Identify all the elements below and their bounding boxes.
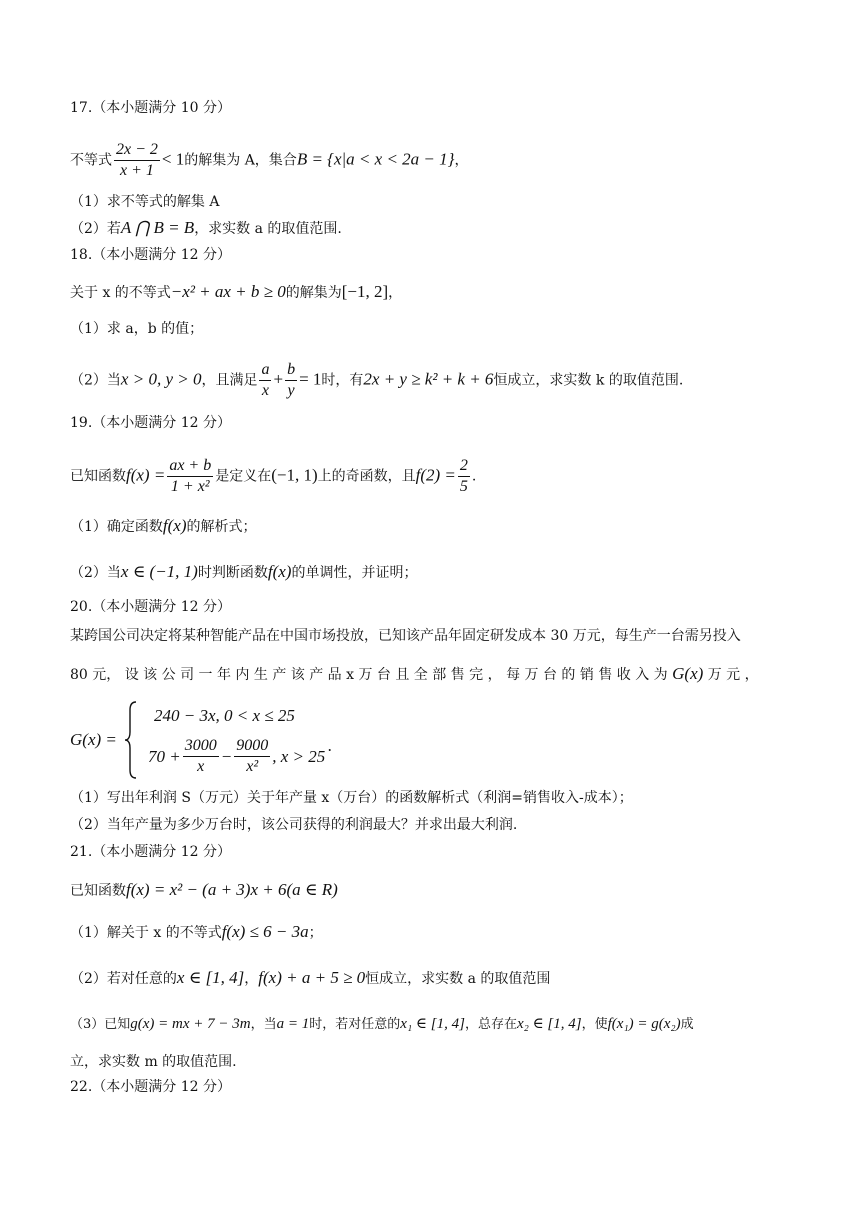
q17-stem — [70, 140, 468, 181]
q18-stem-pre: 关于 x 的不等式 — [70, 285, 171, 301]
q17-stem-pre: 不等式 — [70, 152, 112, 169]
q19-header: 19.（本小题满分 12 分） — [70, 415, 231, 431]
q21-p2-mid: ， — [244, 971, 259, 987]
q17-p2-pre: （2）若 — [70, 221, 121, 237]
q18-p2-mid: ，且满足 — [201, 372, 258, 389]
q21-part1 — [70, 922, 323, 943]
q21-p1-math: f(x) ≤ 6 − 3a — [221, 922, 309, 941]
q18-p2-pre: （2）当 — [70, 372, 121, 389]
q20-header: 20.（本小题满分 12 分） — [70, 599, 231, 615]
q21-part2 — [70, 968, 550, 989]
q20-gx: G(x) = — [70, 730, 117, 749]
q19-fx: f(x) = — [126, 465, 166, 485]
q19-p2-math2: f(x) — [267, 562, 292, 581]
q19-p2-pre: （2）当 — [70, 565, 121, 581]
q17-frac-den: x + 1 — [120, 162, 154, 179]
q18-part1: （1）求 a，b 的值； — [70, 321, 204, 337]
q19-stem — [70, 456, 476, 497]
q21-p1-post: ； — [308, 925, 323, 941]
q17-p2-math: A ⋂ B = B — [120, 218, 195, 237]
q19-domain: (−1, 1) — [271, 465, 318, 485]
q18-f2-num: b — [285, 360, 297, 381]
q17-part1: （1）求不等式的解集 A — [70, 194, 220, 210]
q19-stem-mid: 是定义在 — [215, 468, 272, 485]
q19-f2: f(2) = — [415, 465, 456, 485]
q19-p1-pre: （1）确定函数 — [70, 519, 163, 535]
q21-p3-mid: ，当 — [250, 1017, 277, 1032]
q20-c2f1-num: 3000 — [183, 736, 219, 757]
q19-stem-pre: 已知函数 — [70, 468, 126, 485]
q19-stem-end: . — [471, 468, 477, 485]
q18-stem — [70, 282, 402, 303]
q19-den: 1 + x² — [170, 478, 210, 495]
q21-fx: f(x) = x² − (a + 3)x + 6(a ∈ R) — [126, 880, 338, 899]
q20-left-brace — [124, 700, 138, 780]
q17-stem-mid: < 1 — [161, 149, 185, 169]
q17-frac-num: 2x − 2 — [114, 140, 160, 161]
q18-stem-end: ， — [388, 285, 403, 301]
q17-part2 — [70, 218, 342, 239]
q21-p1-pre: （1）解关于 x 的不等式 — [70, 925, 222, 941]
q20-line2-post: 万 元 ， — [707, 667, 759, 683]
q21-p3-mid3: ，总存在 — [464, 1017, 517, 1032]
q17-stem-end: ， — [454, 152, 469, 169]
q20-part2: （2）当年产量为多少万台时，该公司获得的利润最大？并求出最大利润. — [70, 817, 518, 833]
q21-p2-math: x ∈ [1, 4] — [176, 968, 245, 987]
q20-c2f1-den: x — [197, 758, 205, 775]
q20-period: . — [328, 736, 333, 755]
q21-p3-x1: x₁ ∈ [1, 4] — [400, 1016, 465, 1032]
q21-header: 21.（本小题满分 12 分） — [70, 844, 231, 860]
q19-frac-2-5 — [458, 456, 470, 497]
q21-p2-pre: （2）若对任意的 — [70, 971, 177, 987]
q18-p2-mid2: 时，有 — [321, 372, 364, 389]
q19-f2-num: 2 — [458, 456, 470, 477]
q19-part1 — [70, 516, 257, 537]
q18-stem-mid: 的解集为 — [285, 285, 342, 301]
q18-p2-post: 恒成立，求实数 k 的取值范围. — [493, 372, 684, 389]
q21-p3-a: a = 1 — [276, 1016, 310, 1032]
q20-c2f2-num: 9000 — [234, 736, 270, 757]
q21-p3-g: g(x) = mx + 7 − 3m — [130, 1016, 251, 1032]
q21-stem — [70, 880, 338, 901]
q18-frac-b-y — [285, 360, 297, 401]
q18-interval: [−1, 2] — [341, 282, 389, 301]
q21-p3-eq: f(x₁) = g(x₂) — [607, 1016, 681, 1032]
q21-p2-post: 恒成立，求实数 a 的取值范围 — [365, 971, 551, 987]
q20-frac-9000 — [234, 736, 270, 777]
q20-line2 — [70, 664, 759, 685]
q19-stem-mid2: 上的奇函数，且 — [317, 468, 416, 485]
q20-part1: （1）写出年利润 S（万元）关于年产量 x（万台）的函数解析式（利润=销售收入-成本）； — [70, 790, 633, 806]
q21-part3-line2: 立，求实数 m 的取值范围. — [70, 1054, 237, 1070]
q19-fraction — [167, 456, 213, 497]
q20-piecewise — [70, 700, 490, 780]
q20-line1: 某跨国公司决定将某种智能产品在中国市场投放，已知该产品年固定研发成本 30 万元，每生产一台需另投入 — [70, 628, 741, 644]
q19-part2 — [70, 562, 417, 583]
q20-case2 — [148, 736, 325, 777]
q20-case1: 240 − 3x, 0 < x ≤ 25 — [154, 706, 295, 725]
q22-header: 22.（本小题满分 12 分） — [70, 1079, 231, 1095]
q21-p3-post: 成 — [680, 1017, 694, 1032]
q20-c2f2-den: x² — [246, 758, 259, 775]
q17-set-b: B = {x|a < x < 2a − 1} — [296, 149, 455, 169]
q19-p2-mid: 时判断函数 — [197, 565, 268, 581]
q18-part2 — [70, 360, 683, 401]
q17-stem-post: 的解集为 A，集合 — [184, 152, 297, 169]
q18-p2-ineq: 2x + y ≥ k² + k + 6 — [363, 369, 494, 389]
q20-minus: − — [220, 746, 233, 766]
q19-p1-math: f(x) — [162, 516, 187, 535]
q17-p2-post: ，求实数 a 的取值范围. — [194, 221, 342, 237]
q21-stem-pre: 已知函数 — [70, 883, 126, 899]
q21-p2-math2: f(x) + a + 5 ≥ 0 — [258, 968, 366, 987]
q21-p3-mid4: ，使 — [581, 1017, 608, 1032]
q18-f1-num: a — [259, 360, 271, 381]
q20-line2-math: G(x) — [672, 664, 704, 683]
q19-num: ax + b — [167, 456, 213, 477]
q18-f1-den: x — [261, 382, 270, 399]
q18-ineq: −x² + ax + b ≥ 0 — [170, 282, 286, 301]
q18-plus: + — [273, 369, 284, 389]
q19-p1-post: 的解析式； — [186, 519, 257, 535]
q19-p2-post: 的单调性，并证明； — [291, 565, 418, 581]
q20-frac-3000 — [183, 736, 219, 777]
q20-case2-post: , x > 25 — [272, 746, 326, 766]
q20-line2-pre: 80 元， 设 该 公 司 一 年 内 生 产 该 产 品 x 万 台 且 全 部 售 完 ， 每 万 台 的 销 售 收 入 为 — [70, 667, 668, 683]
q20-case2-pre: 70 + — [148, 746, 181, 766]
q21-p3-pre: （3）已知 — [70, 1017, 131, 1032]
q17-header: 17.（本小题满分 10 分） — [70, 100, 231, 116]
q18-p2-cond: x > 0, y > 0 — [120, 369, 202, 389]
q18-header: 18.（本小题满分 12 分） — [70, 247, 231, 263]
q18-eq1: = 1 — [299, 369, 322, 389]
q19-p2-math: x ∈ (−1, 1) — [120, 562, 198, 581]
q17-fraction — [114, 140, 160, 181]
q18-f2-den: y — [287, 382, 295, 399]
q21-p3-mid2: 时，若对任意的 — [309, 1017, 401, 1032]
q21-part3 — [70, 1014, 694, 1035]
q18-frac-a-x — [259, 360, 271, 401]
q19-f2-den: 5 — [459, 478, 468, 495]
q21-p3-x2: x₂ ∈ [1, 4] — [516, 1016, 582, 1032]
